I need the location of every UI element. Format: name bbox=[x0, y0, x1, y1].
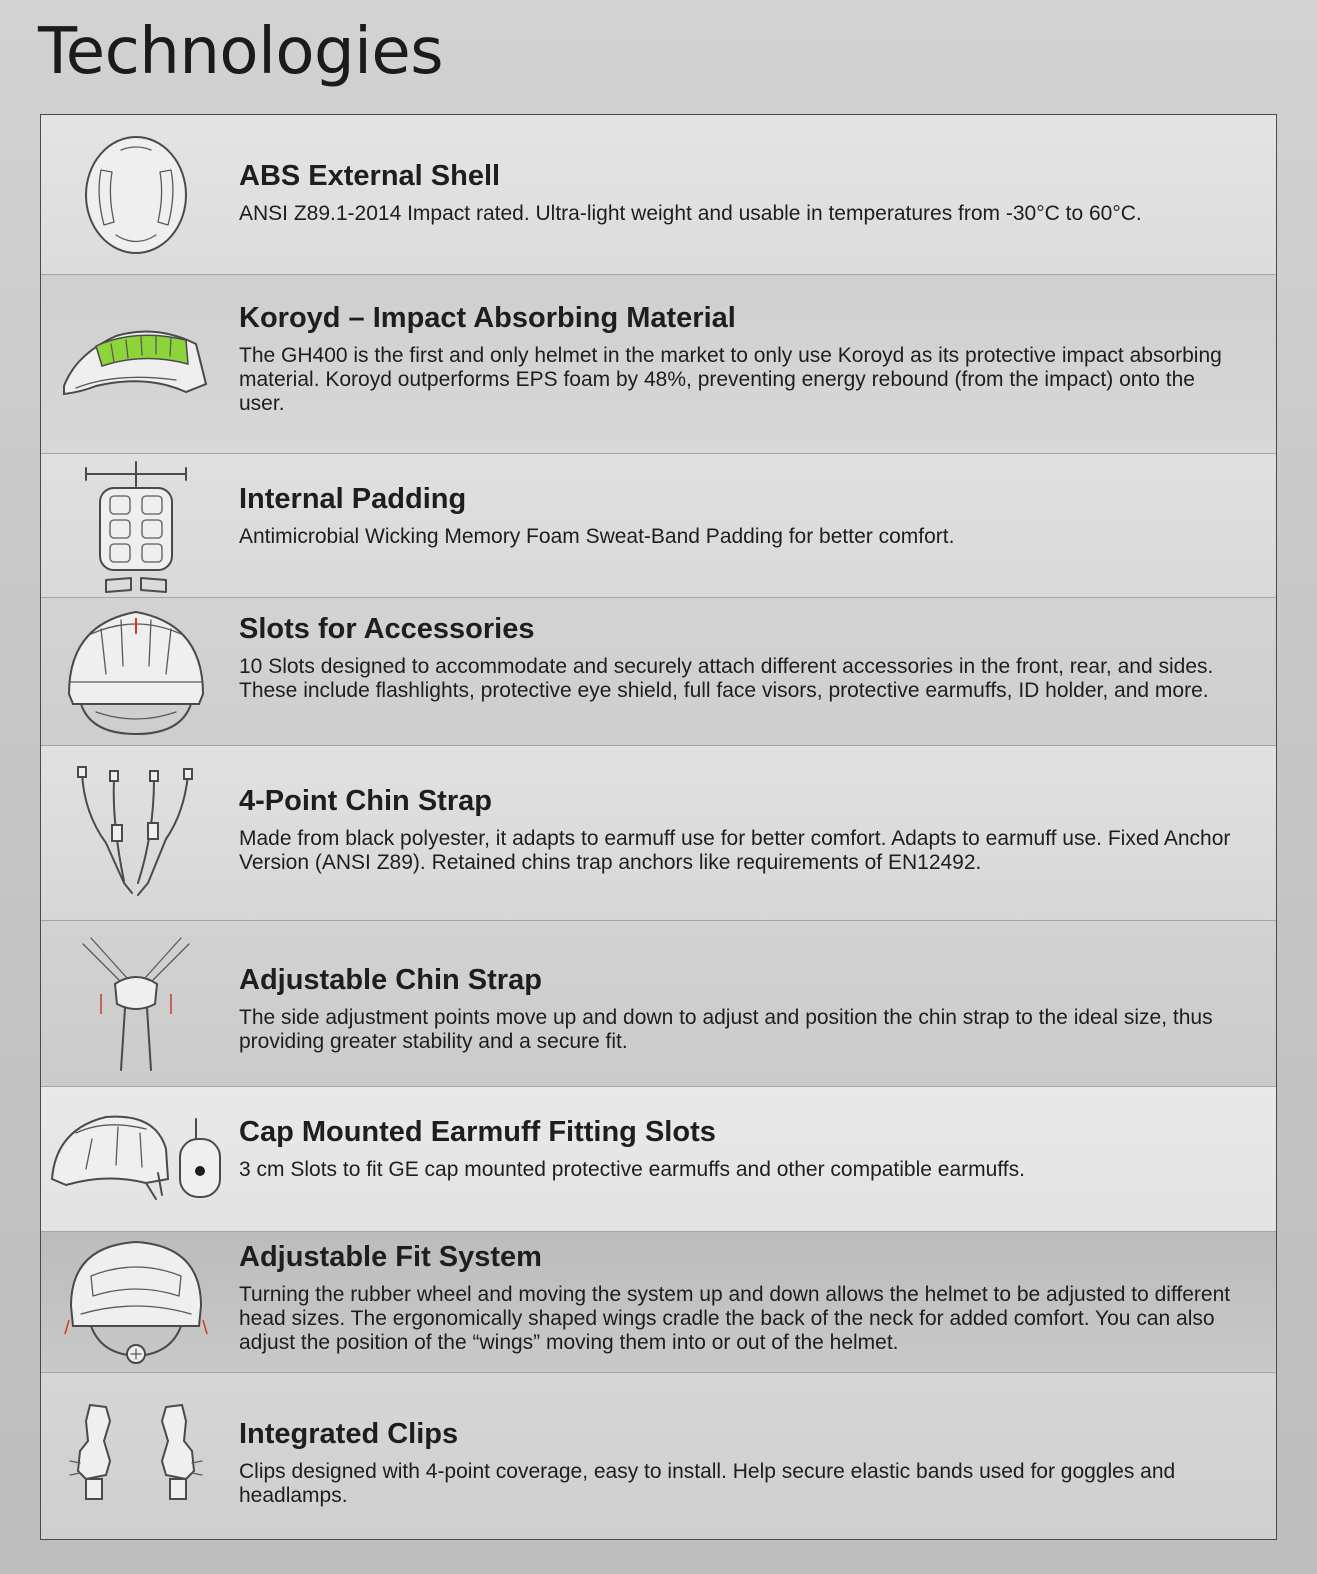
four-point-strap-icon bbox=[41, 746, 231, 920]
feature-description: The side adjustment points move up and down to adjust and position the chin strap to the ideal size, thus providing greater stability and a secure fit. bbox=[239, 1006, 1213, 1053]
feature-description: The GH400 is the first and only helmet in the market to only use Koroyd as its protective impact absorbing material. Koroyd outperforms EPS foam by 48%, preventing energy rebound (from the impact) onto the user. bbox=[239, 344, 1222, 415]
feature-description: Antimicrobial Wicking Memory Foam Sweat-Band Padding for better comfort. bbox=[239, 525, 955, 548]
integrated-clips-icon bbox=[41, 1373, 231, 1539]
feature-description: Made from black polyester, it adapts to earmuff use for better comfort. Adapts to earmuff use. Fixed Anchor Version (ANSI Z89). Retained chins trap anchors like requirements of EN12492. bbox=[239, 827, 1231, 874]
feature-title: 4-Point Chin Strap bbox=[239, 785, 492, 817]
feature-description: Turning the rubber wheel and moving the system up and down allows the helmet to be adjusted to different head sizes. The ergonomically shaped wings cradle the back of the neck for added comfort. You can also adjust the position of the “wings” moving them into or out of the helmet. bbox=[239, 1283, 1231, 1354]
feature-description: Clips designed with 4-point coverage, easy to install. Help secure elastic bands used for goggles and headlamps. bbox=[239, 1460, 1176, 1507]
feature-row-four-point-strap bbox=[41, 746, 1276, 921]
feature-row-integrated-clips bbox=[41, 1373, 1276, 1539]
feature-row-fit-system bbox=[41, 1232, 1276, 1373]
feature-title: Internal Padding bbox=[239, 483, 467, 515]
helmet-front-slots-icon bbox=[41, 598, 231, 745]
technologies-panel bbox=[40, 114, 1277, 1540]
feature-title: Adjustable Chin Strap bbox=[239, 964, 542, 996]
fit-system-icon bbox=[41, 1232, 231, 1372]
feature-description: 3 cm Slots to fit GE cap mounted protective earmuffs and other compatible earmuffs. bbox=[239, 1158, 1025, 1181]
feature-row-koroyd bbox=[41, 275, 1276, 454]
earmuff-fitting-icon bbox=[41, 1087, 231, 1231]
feature-row-slots bbox=[41, 598, 1276, 746]
feature-row-padding bbox=[41, 454, 1276, 598]
padding-icon bbox=[41, 454, 231, 597]
feature-title: Koroyd – Impact Absorbing Material bbox=[239, 302, 736, 334]
feature-title: Adjustable Fit System bbox=[239, 1241, 542, 1273]
feature-row-earmuff-slots bbox=[41, 1087, 1276, 1232]
page-title: Technologies bbox=[38, 15, 444, 89]
helmet-top-view-icon bbox=[41, 115, 231, 274]
feature-title: Slots for Accessories bbox=[239, 613, 535, 645]
feature-title: ABS External Shell bbox=[239, 160, 501, 192]
koroyd-liner-icon bbox=[41, 275, 231, 453]
feature-description: ANSI Z89.1-2014 Impact rated. Ultra-light weight and usable in temperatures from -30°C to 60°C. bbox=[239, 202, 1142, 225]
adjustable-chin-strap-icon bbox=[41, 921, 231, 1086]
feature-row-adjustable-chin-strap bbox=[41, 921, 1276, 1087]
feature-title: Integrated Clips bbox=[239, 1418, 459, 1450]
feature-row-abs-shell bbox=[41, 115, 1276, 275]
feature-title: Cap Mounted Earmuff Fitting Slots bbox=[239, 1116, 716, 1148]
feature-description: 10 Slots designed to accommodate and securely attach different accessories in the front, rear, and sides. These include flashlights, protective eye shield, full face visors, protective earmuffs, ID holder, and more. bbox=[239, 655, 1214, 702]
